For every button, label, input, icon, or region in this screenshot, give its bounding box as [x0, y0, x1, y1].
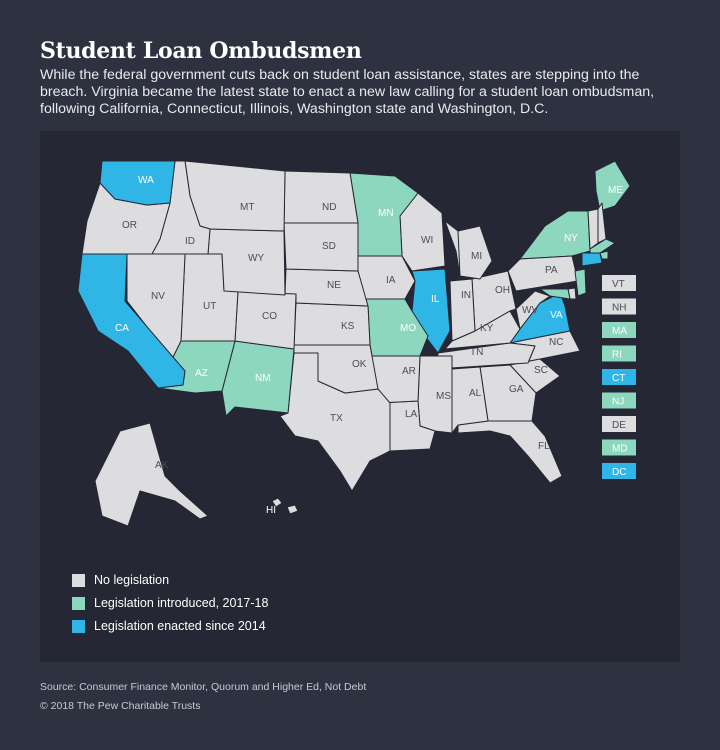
state-label-ga: GA — [509, 384, 524, 395]
state-label-or: OR — [122, 220, 137, 231]
small-state-label-ma: MA — [612, 326, 627, 337]
small-state-label-de: DE — [612, 420, 626, 431]
state-ak — [95, 423, 208, 526]
state-label-ok: OK — [352, 359, 367, 370]
state-label-pa: PA — [545, 265, 558, 276]
state-label-mi: MI — [471, 251, 483, 262]
state-label-ne: NE — [327, 280, 341, 291]
state-label-nc: NC — [549, 337, 564, 348]
state-label-ny: NY — [564, 233, 578, 244]
state-label-ut: UT — [203, 301, 217, 312]
copyright-note: © 2018 The Pew Charitable Trusts — [40, 700, 201, 712]
state-label-al: AL — [469, 388, 482, 399]
state-shape-small — [575, 269, 586, 296]
small-state-label-md: MD — [612, 443, 628, 455]
small-state-label-nj: NJ — [612, 396, 625, 408]
state-label-ca: CA — [115, 323, 129, 334]
state-label-wv: WV — [522, 305, 539, 316]
state-label-va: VA — [550, 310, 563, 321]
small-state-label-ct: CT — [612, 373, 626, 384]
state-in — [450, 279, 475, 341]
page-subtitle: While the federal government cuts back on student loan assistance, states are stepping into the breach. Virginia became the latest state to enact a new law calling for a student loan ombudsman, following California, Connecticut, Illinois, Washington state and Washington, D.C. — [40, 67, 655, 117]
state-label-fl: FL — [538, 441, 550, 452]
state-label-hi: HI — [266, 505, 276, 516]
state-label-nm: NM — [255, 373, 271, 384]
state-label-tx: TX — [330, 413, 343, 424]
state-label-mo: MO — [400, 323, 417, 334]
legend-swatch — [72, 620, 85, 633]
small-state-label-nh: NH — [612, 302, 627, 314]
state-label-wa: WA — [138, 175, 154, 186]
state-label-nd: ND — [322, 202, 337, 213]
state-label-sc: SC — [534, 365, 548, 376]
state-label-me: ME — [608, 185, 623, 196]
state-ny — [520, 211, 590, 259]
legend-label: No legislation — [94, 573, 170, 587]
state-label-wi: WI — [421, 235, 434, 246]
legend-label: Legislation enacted since 2014 — [94, 619, 266, 633]
state-label-oh: OH — [495, 285, 510, 296]
state-label-az: AZ — [195, 368, 208, 379]
state-label-id: ID — [185, 236, 195, 247]
state-label-mt: MT — [240, 202, 255, 213]
state-nd — [284, 171, 358, 223]
state-shape-small — [582, 253, 602, 266]
state-label-sd: SD — [322, 241, 336, 252]
map-panel — [40, 131, 680, 662]
legend-label: Legislation introduced, 2017-18 — [94, 596, 269, 610]
state-label-co: CO — [262, 311, 277, 322]
state-label-ar: AR — [402, 366, 416, 377]
legend-swatch — [72, 574, 85, 587]
state-label-tn: TN — [470, 347, 484, 358]
small-state-label-dc: DC — [612, 467, 627, 478]
page-title: Student Loan Ombudsmen — [40, 38, 362, 64]
state-label-in: IN — [461, 290, 471, 301]
legend-swatch — [72, 597, 85, 610]
state-mt — [185, 161, 285, 231]
state-shape-small — [445, 221, 460, 276]
state-label-il: IL — [431, 294, 440, 305]
state-label-nv: NV — [151, 291, 165, 302]
small-state-label-ri: RI — [612, 349, 622, 361]
small-state-label-vt: VT — [612, 279, 625, 290]
state-pa — [508, 256, 578, 291]
source-note: Source: Consumer Finance Monitor, Quorum and Higher Ed, Not Debt — [40, 681, 367, 693]
state-label-ky: KY — [480, 323, 494, 334]
state-label-mn: MN — [378, 208, 394, 219]
state-label-ms: MS — [436, 391, 451, 402]
state-ks — [294, 303, 370, 345]
state-fl — [458, 421, 562, 483]
state-label-wy: WY — [248, 253, 265, 264]
state-shape-small — [588, 209, 598, 249]
state-label-ak: AK — [155, 460, 169, 471]
state-label-ks: KS — [341, 321, 355, 332]
state-label-la: LA — [405, 409, 418, 420]
state-sd — [284, 223, 358, 271]
state-label-ia: IA — [386, 275, 396, 286]
